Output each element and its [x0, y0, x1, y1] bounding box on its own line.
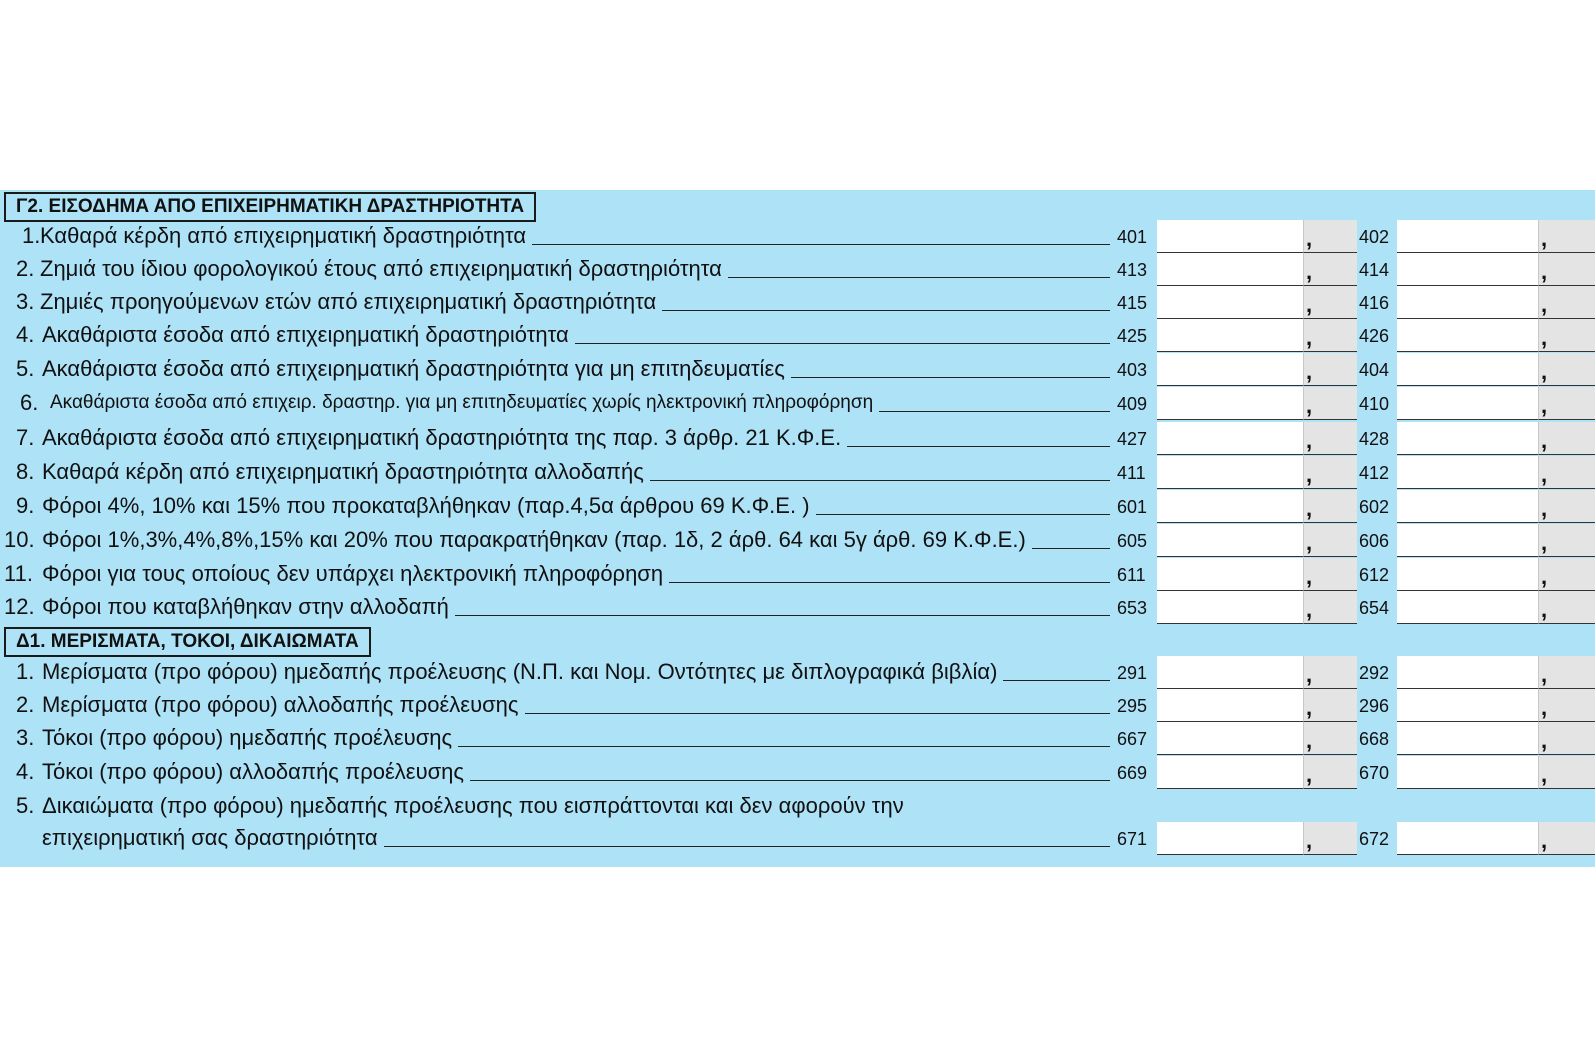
row-number: 11.	[4, 561, 33, 586]
row-number: 4.	[16, 759, 35, 784]
field-code: 672	[1359, 829, 1390, 849]
decimal-comma: ,	[1306, 325, 1313, 350]
decimal-comma: ,	[1541, 662, 1548, 687]
decimal-comma: ,	[1306, 393, 1313, 418]
decimal-comma: ,	[1306, 259, 1313, 284]
decimal-input-2[interactable]	[1538, 822, 1595, 855]
amount-input-1[interactable]	[1157, 656, 1303, 689]
amount-input-1[interactable]	[1157, 558, 1303, 591]
form-row	[0, 286, 1595, 318]
field-code: 654	[1359, 598, 1390, 618]
row-label: Ακαθάριστα έσοδα από επιχειρ. δραστηρ. για μη επιτηδευματίες χωρίς ηλεκτρονική πληροφόρηση	[50, 392, 874, 413]
leader-line	[847, 446, 1110, 447]
row-number: 7.	[16, 425, 35, 450]
field-code: 413	[1117, 260, 1148, 280]
decimal-input-2[interactable]	[1538, 524, 1595, 557]
amount-input-1[interactable]	[1157, 387, 1303, 420]
leader-line	[650, 480, 1110, 481]
row-number: 1.	[16, 659, 35, 684]
decimal-comma: ,	[1541, 530, 1548, 555]
amount-input-1[interactable]	[1157, 253, 1303, 286]
decimal-comma: ,	[1541, 828, 1548, 853]
row-label: Ζημιές προηγούμενων ετών από επιχειρηματική δραστηριότητα	[40, 289, 657, 314]
form-row	[0, 422, 1595, 454]
field-code: 667	[1117, 729, 1148, 749]
row-number: 3.	[16, 725, 35, 750]
field-code: 668	[1359, 729, 1390, 749]
amount-input-2[interactable]	[1397, 490, 1538, 523]
decimal-input-2[interactable]	[1538, 722, 1595, 755]
decimal-input-1[interactable]	[1303, 387, 1357, 420]
leader-line	[879, 411, 1110, 412]
amount-input-1[interactable]	[1157, 722, 1303, 755]
form-row	[0, 490, 1595, 522]
section-title-business-income: Γ2. ΕΙΣΟΔΗΜΑ ΑΠΟ ΕΠΙΧΕΙΡΗΜΑΤΙΚΗ ΔΡΑΣΤΗΡΙΟΤΗΤΑ	[4, 192, 536, 222]
decimal-comma: ,	[1541, 359, 1548, 384]
decimal-comma: ,	[1541, 259, 1548, 284]
leader-line	[384, 846, 1110, 847]
decimal-comma: ,	[1541, 597, 1548, 622]
decimal-input-2[interactable]	[1538, 319, 1595, 352]
field-code: 601	[1117, 497, 1148, 517]
row-label: Ακαθάριστα έσοδα από επιχειρηματική δραστηριότητα της παρ. 3 άρθρ. 21 Κ.Φ.Ε.	[42, 425, 842, 450]
amount-input-1[interactable]	[1157, 422, 1303, 455]
decimal-input-2[interactable]	[1538, 490, 1595, 523]
amount-input-1[interactable]	[1157, 756, 1303, 789]
field-code: 411	[1117, 463, 1146, 483]
decimal-input-1[interactable]	[1303, 456, 1357, 489]
field-code: 409	[1117, 394, 1148, 414]
row-number: 2.	[16, 692, 35, 717]
row-label: Καθαρά κέρδη από επιχειρηματική δραστηριότητα	[40, 223, 527, 248]
decimal-input-2[interactable]	[1538, 558, 1595, 591]
field-code: 296	[1359, 696, 1390, 716]
row-number: 3.	[16, 289, 35, 314]
decimal-input-1[interactable]	[1303, 353, 1357, 386]
field-code: 671	[1117, 829, 1148, 849]
decimal-comma: ,	[1541, 428, 1548, 453]
decimal-comma: ,	[1541, 695, 1548, 720]
decimal-comma: ,	[1541, 226, 1548, 251]
row-label: Φόροι που καταβλήθηκαν στην αλλοδαπή	[42, 594, 449, 619]
row-number: 4.	[16, 322, 35, 347]
field-code: 412	[1359, 463, 1390, 483]
decimal-comma: ,	[1306, 662, 1313, 687]
row-number: 2.	[16, 256, 35, 281]
row-label: Δικαιώματα (προ φόρου) ημεδαπής προέλευσης που εισπράττονται και δεν αφορούν την	[42, 793, 904, 818]
row-label: Τόκοι (προ φόρου) ημεδαπής προέλευσης	[42, 725, 453, 750]
decimal-comma: ,	[1306, 226, 1313, 251]
decimal-input-2[interactable]	[1538, 656, 1595, 689]
decimal-comma: ,	[1541, 496, 1548, 521]
form-row	[0, 353, 1595, 385]
row-number: 8.	[16, 459, 35, 484]
row-label: Ζημιά του ίδιου φορολογικού έτους από επιχειρηματική δραστηριότητα	[40, 256, 722, 281]
form-row	[0, 756, 1595, 788]
decimal-comma: ,	[1306, 695, 1313, 720]
decimal-comma: ,	[1306, 564, 1313, 589]
field-code: 404	[1359, 360, 1390, 380]
decimal-comma: ,	[1541, 462, 1548, 487]
decimal-comma: ,	[1541, 564, 1548, 589]
tax-form-panel	[0, 190, 1595, 867]
decimal-input-2[interactable]	[1538, 220, 1595, 253]
leader-line	[1032, 548, 1110, 549]
row-label: Τόκοι (προ φόρου) αλλοδαπής προέλευσης	[42, 759, 465, 784]
section-title-dividends-interest-royalties: Δ1. ΜΕΡΙΣΜΑΤΑ, ΤΟΚΟΙ, ΔΙΚΑΙΩΜΑΤΑ	[4, 627, 371, 657]
decimal-input-1[interactable]	[1303, 253, 1357, 286]
amount-input-2[interactable]	[1397, 591, 1538, 624]
leader-line	[532, 244, 1110, 245]
decimal-comma: ,	[1541, 393, 1548, 418]
decimal-comma: ,	[1541, 292, 1548, 317]
row-label-continued: επιχειρηματική σας δραστηριότητα	[42, 825, 378, 850]
row-number: 10.	[4, 527, 35, 552]
field-code: 426	[1359, 326, 1390, 346]
decimal-comma: ,	[1306, 728, 1313, 753]
amount-input-2[interactable]	[1397, 689, 1538, 722]
decimal-input-2[interactable]	[1538, 756, 1595, 789]
decimal-comma: ,	[1306, 496, 1313, 521]
form-row	[0, 656, 1595, 688]
decimal-input-2[interactable]	[1538, 253, 1595, 286]
field-code: 670	[1359, 763, 1390, 783]
decimal-input-1[interactable]	[1303, 422, 1357, 455]
field-code: 291	[1117, 663, 1148, 683]
leader-line	[816, 514, 1110, 515]
amount-input-2[interactable]	[1397, 456, 1538, 489]
leader-line	[1003, 680, 1110, 681]
form-row	[0, 722, 1595, 754]
form-row	[0, 456, 1595, 488]
amount-input-2[interactable]	[1397, 422, 1538, 455]
decimal-input-1[interactable]	[1303, 490, 1357, 523]
form-row	[0, 220, 1595, 252]
amount-input-2[interactable]	[1397, 558, 1538, 591]
decimal-input-1[interactable]	[1303, 756, 1357, 789]
decimal-input-2[interactable]	[1538, 689, 1595, 722]
row-label: Ακαθάριστα έσοδα από επιχειρηματική δραστηριότητα για μη επιτηδευματίες	[42, 356, 785, 381]
decimal-input-1[interactable]	[1303, 286, 1357, 319]
row-number: 5.	[16, 793, 35, 818]
decimal-input-1[interactable]	[1303, 591, 1357, 624]
leader-line	[662, 310, 1110, 311]
amount-input-2[interactable]	[1397, 353, 1538, 386]
field-code: 605	[1117, 531, 1148, 551]
amount-input-2[interactable]	[1397, 756, 1538, 789]
form-row	[0, 591, 1595, 623]
amount-input-1[interactable]	[1157, 591, 1303, 624]
decimal-comma: ,	[1306, 292, 1313, 317]
field-code: 602	[1359, 497, 1390, 517]
decimal-input-2[interactable]	[1538, 591, 1595, 624]
row-label: Καθαρά κέρδη από επιχειρηματική δραστηριότητα αλλοδαπής	[42, 459, 644, 484]
leader-line	[455, 615, 1110, 616]
field-code: 425	[1117, 326, 1148, 346]
field-code: 410	[1359, 394, 1390, 414]
amount-input-1[interactable]	[1157, 319, 1303, 352]
row-label: Μερίσματα (προ φόρου) ημεδαπής προέλευσης (Ν.Π. και Νομ. Οντότητες με διπλογραφικά βιβλία)	[42, 659, 998, 684]
decimal-comma: ,	[1541, 728, 1548, 753]
leader-line	[458, 746, 1110, 747]
decimal-input-1[interactable]	[1303, 656, 1357, 689]
decimal-comma: ,	[1306, 530, 1313, 555]
decimal-comma: ,	[1306, 828, 1313, 853]
amount-input-2[interactable]	[1397, 524, 1538, 557]
decimal-input-1[interactable]	[1303, 558, 1357, 591]
row-number: 12.	[4, 594, 35, 619]
decimal-input-2[interactable]	[1538, 422, 1595, 455]
amount-input-1[interactable]	[1157, 822, 1303, 855]
leader-line	[525, 713, 1110, 714]
decimal-comma: ,	[1541, 325, 1548, 350]
decimal-input-1[interactable]	[1303, 524, 1357, 557]
field-code: 401	[1117, 227, 1148, 247]
field-code: 415	[1117, 293, 1148, 313]
amount-input-2[interactable]	[1397, 656, 1538, 689]
amount-input-1[interactable]	[1157, 353, 1303, 386]
decimal-comma: ,	[1306, 597, 1313, 622]
decimal-comma: ,	[1306, 462, 1313, 487]
decimal-comma: ,	[1306, 359, 1313, 384]
decimal-input-1[interactable]	[1303, 722, 1357, 755]
row-number: 5.	[16, 356, 35, 381]
row-label: Φόροι 1%,3%,4%,8%,15% και 20% που παρακρατήθηκαν (παρ. 1δ, 2 άρθ. 64 και 5γ άρθ. 69 Κ.Φ.Ε.)	[42, 527, 1026, 552]
form-row	[0, 822, 1595, 854]
leader-line	[669, 582, 1110, 583]
field-code: 427	[1117, 429, 1148, 449]
field-code: 402	[1359, 227, 1390, 247]
amount-input-1[interactable]	[1157, 524, 1303, 557]
decimal-comma: ,	[1306, 428, 1313, 453]
field-code: 428	[1359, 429, 1390, 449]
amount-input-2[interactable]	[1397, 822, 1538, 855]
row-label: Ακαθάριστα έσοδα από επιχειρηματική δραστηριότητα	[42, 322, 569, 347]
decimal-input-2[interactable]	[1538, 387, 1595, 420]
decimal-comma: ,	[1541, 762, 1548, 787]
field-code: 606	[1359, 531, 1390, 551]
amount-input-2[interactable]	[1397, 319, 1538, 352]
leader-line	[575, 343, 1110, 344]
field-code: 612	[1359, 565, 1390, 585]
form-row	[0, 319, 1595, 351]
field-code: 669	[1117, 763, 1148, 783]
field-code: 416	[1359, 293, 1390, 313]
decimal-input-1[interactable]	[1303, 319, 1357, 352]
decimal-input-2[interactable]	[1538, 353, 1595, 386]
decimal-input-1[interactable]	[1303, 689, 1357, 722]
amount-input-1[interactable]	[1157, 456, 1303, 489]
field-code: 295	[1117, 696, 1148, 716]
field-code: 653	[1117, 598, 1148, 618]
field-code: 611	[1117, 565, 1146, 585]
decimal-input-2[interactable]	[1538, 286, 1595, 319]
amount-input-2[interactable]	[1397, 387, 1538, 420]
decimal-comma: ,	[1306, 762, 1313, 787]
row-number: 6.	[20, 390, 39, 415]
leader-line	[728, 277, 1110, 278]
amount-input-2[interactable]	[1397, 220, 1538, 253]
decimal-input-1[interactable]	[1303, 822, 1357, 855]
amount-input-1[interactable]	[1157, 689, 1303, 722]
form-row	[0, 689, 1595, 721]
form-row	[0, 558, 1595, 590]
decimal-input-1[interactable]	[1303, 220, 1357, 253]
field-code: 403	[1117, 360, 1148, 380]
row-label: Μερίσματα (προ φόρου) αλλοδαπής προέλευσης	[42, 692, 519, 717]
amount-input-2[interactable]	[1397, 253, 1538, 286]
row-label: Φόροι 4%, 10% και 15% που προκαταβλήθηκαν (παρ.4,5α άρθρου 69 Κ.Φ.Ε. )	[42, 493, 810, 518]
decimal-input-2[interactable]	[1538, 456, 1595, 489]
amount-input-1[interactable]	[1157, 286, 1303, 319]
amount-input-2[interactable]	[1397, 722, 1538, 755]
row-label: Φόροι για τους οποίους δεν υπάρχει ηλεκτρονική πληροφόρηση	[42, 561, 664, 586]
form-row	[0, 253, 1595, 285]
amount-input-2[interactable]	[1397, 286, 1538, 319]
row-number: 1.	[22, 223, 41, 248]
leader-line	[470, 780, 1110, 781]
amount-input-1[interactable]	[1157, 220, 1303, 253]
form-row	[0, 387, 1595, 419]
row-number: 9.	[16, 493, 35, 518]
field-code: 414	[1359, 260, 1390, 280]
form-row	[0, 524, 1595, 556]
amount-input-1[interactable]	[1157, 490, 1303, 523]
form-row-first-line	[0, 790, 1595, 822]
field-code: 292	[1359, 663, 1390, 683]
leader-line	[791, 377, 1110, 378]
